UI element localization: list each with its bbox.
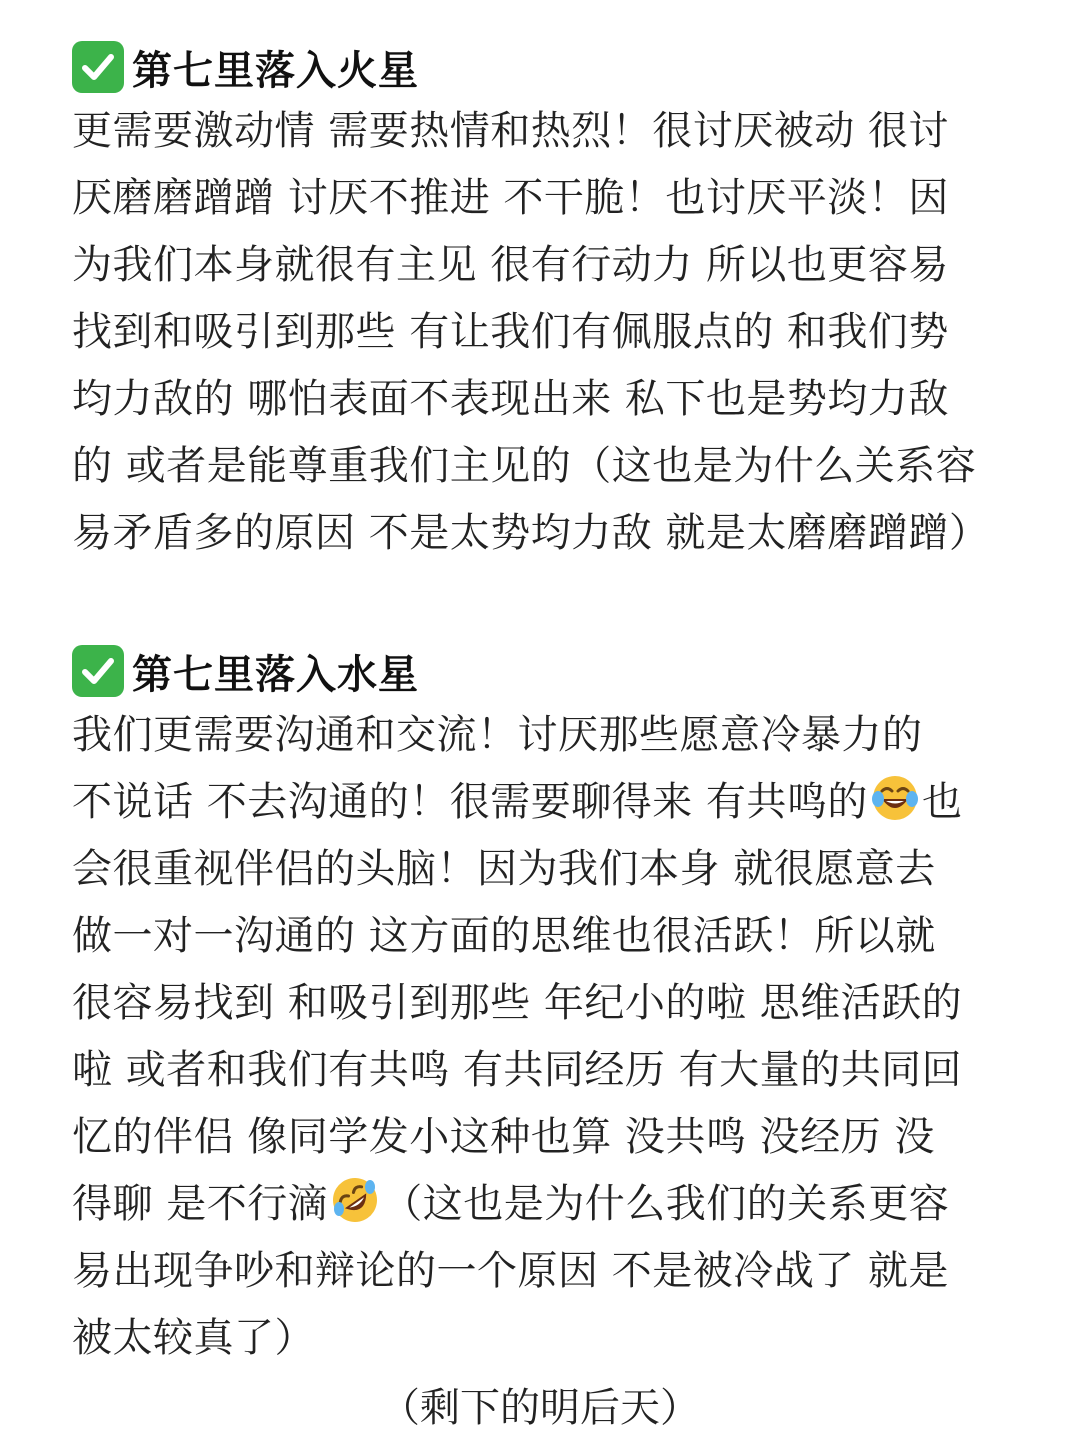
body-line: 做一对一沟通的 这方面的思维也很活跃！所以就: [72, 913, 936, 959]
rolling-on-the-floor-laughing-icon: [330, 1175, 380, 1225]
body-line: 找到和吸引到那些 有让我们有佩服点的 和我们势: [72, 309, 949, 355]
body-text: 不说话 不去沟通的！很需要聊得来 有共鸣的: [72, 779, 868, 825]
body-text: 得聊 是不行滴: [72, 1181, 329, 1227]
body-text: （这也是为什么我们的关系更容: [382, 1181, 950, 1227]
body-line: 忆的伴侣 像同学发小这种也算 没共鸣 没经历 没: [72, 1114, 935, 1160]
body-line: [72, 769, 1012, 836]
section-mars: [72, 36, 1012, 567]
check-mark-button-icon: [72, 41, 124, 93]
face-with-tears-of-joy-icon: [870, 773, 920, 823]
body-line: 的 或者是能尊重我们主见的（这也是为什么关系容: [72, 443, 977, 489]
body-line: 易出现争吵和辩论的一个原因 不是被冷战了 就是: [72, 1248, 949, 1294]
body-text: 也: [921, 779, 963, 825]
body-line: [72, 1171, 1012, 1238]
section-heading: [72, 36, 1012, 98]
body-line: 被太较真了）: [72, 1315, 315, 1361]
body-line: 更需要激动情 需要热情和热烈！很讨厌被动 很讨: [72, 108, 949, 154]
check-mark-button-icon: [72, 645, 124, 697]
body-line: 为我们本身就很有主见 很有行动力 所以也更容易: [72, 242, 949, 288]
body-line: 厌磨磨蹭蹭 讨厌不推进 不干脆！也讨厌平淡！因: [72, 175, 949, 221]
heading-text: 第七里落入火星: [132, 47, 419, 94]
body-line: 很容易找到 和吸引到那些 年纪小的啦 思维活跃的: [72, 980, 963, 1026]
heading-text: 第七里落入水星: [132, 651, 419, 698]
body-line: 易矛盾多的原因 不是太势均力敌 就是太磨磨蹭蹭）: [72, 510, 990, 556]
body-line: 啦 或者和我们有共鸣 有共同经历 有大量的共同回: [72, 1047, 963, 1093]
section-mercury: [72, 640, 1012, 1372]
section-heading: [72, 640, 1012, 702]
body-line: 会很重视伴侣的头脑！因为我们本身 就很愿意去: [72, 846, 936, 892]
footer-note: （剩下的明后天）: [380, 1385, 700, 1431]
body-line: 我们更需要沟通和交流！讨厌那些愿意冷暴力的: [72, 712, 923, 758]
body-line: 均力敌的 哪怕表面不表现出来 私下也是势均力敌: [72, 376, 949, 422]
